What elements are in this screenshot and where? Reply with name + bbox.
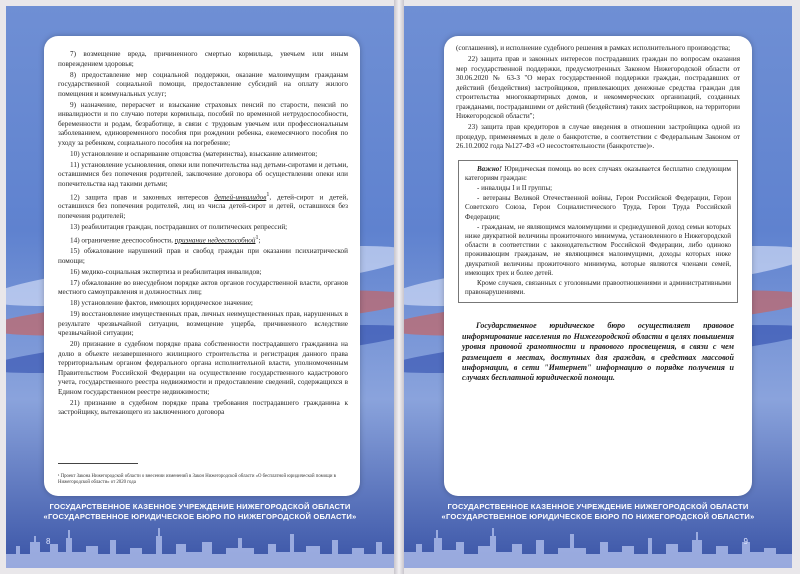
page-number: 8 (46, 537, 51, 546)
paragraph: 17) обжалование во внесудебном порядке актов органов государственной власти, органов местного самоуправления и должностных лиц; (58, 278, 348, 297)
incapacity-term: признание недееспособной (174, 236, 256, 245)
paragraph: 13) реабилитация граждан, пострадавших от политических репрессий; (70, 222, 288, 231)
institution-banner (404, 502, 792, 521)
center-fold (394, 0, 404, 574)
list-item: - инвалиды I и II группы; (477, 183, 553, 192)
paragraph: 20) признание в судебном порядке права собственности пострадавшего гражданина на долю в объекте незавершенного жилищного строительства и регистрация данного права территориальным органом федерального органа исполнительной власти, уполномоченным Правительством Российской Федерации на осуществление государственного кадастрового учета, государственного реестра недвижимости и предоставление сведений, содержащихся в Едином государственном реестре недвижимости; (58, 340, 348, 396)
paragraph: 18) установление фактов, имеющих юридическое значение; (70, 299, 253, 308)
paragraph: 7) возмещение вреда, причиненного смертью кормильца, увечьем или иным повреждением здоровья; (58, 50, 348, 68)
left-text-body (44, 36, 360, 418)
left-text-card (44, 36, 360, 496)
banner-line-2: «ГОСУДАРСТВЕННОЕ ЮРИДИЧЕСКОЕ БЮРО ПО НИЖЕГОРОДСКОЙ ОБЛАСТИ» (441, 511, 755, 521)
paragraph: 15) обжалование нарушений прав и свобод граждан при оказании психиатрической помощи; (58, 247, 348, 265)
important-intro: Важно! Юридическая помощь во всех случаях оказывается бесплатно следующим категориям граждан: (465, 164, 731, 182)
paragraph: 23) защита прав кредиторов в случае введения в отношении застройщика одной из процедур, применяемых в деле о банкротстве, в соответствии с Федеральным Законом от 26.10.2002 года №127-ФЗ «О несостоятельности (банкротстве)». (456, 123, 740, 150)
city-skyline-icon (6, 524, 394, 568)
paragraph-14: 14) ограничение дееспособности, признание недееспособной$^1$; (70, 234, 261, 245)
footnote-divider (58, 463, 138, 464)
important-label: Важно! (477, 164, 502, 173)
list-item: - ветераны Великой Отечественной войны, Герои Российской Федерации, Герои Советского Союза, Герои Социалистического Труда, Герои Труда Российской Федерации; (465, 194, 731, 221)
right-page (404, 6, 792, 568)
paragraph: 16) медико-социальная экспертиза и реабилитация инвалидов; (70, 267, 262, 276)
banner-line-2: «ГОСУДАРСТВЕННОЕ ЮРИДИЧЕСКОЕ БЮРО ПО НИЖЕГОРОДСКОЙ ОБЛАСТИ» (43, 511, 357, 521)
institution-banner (6, 502, 394, 521)
right-text-card (444, 36, 752, 496)
banner-line-1: ГОСУДАРСТВЕННОЕ КАЗЕННОЕ УЧРЕЖДЕНИЕ НИЖЕГОРОДСКОЙ ОБЛАСТИ (49, 502, 351, 511)
right-text-body (444, 36, 752, 384)
paragraph: 9) назначение, перерасчет и взыскание страховых пенсий по старости, пенсий по инвалидности и по случаю потери кормильца, пособий по временной нетрудоспособности, беременности и родам, безработице, в связи с трудовым увечьем или профессиональным заболеванием, единовременного пособия при рождении ребенка, ежемесячного пособия по уходу за ребенком, социального пособия на погребение; (58, 100, 348, 147)
exception-note: Кроме случаев, связанных с уголовными правоотношениями и административными правонарушениями. (465, 278, 731, 297)
banner-line-1: ГОСУДАРСТВЕННОЕ КАЗЕННОЕ УЧРЕЖДЕНИЕ НИЖЕГОРОДСКОЙ ОБЛАСТИ (447, 502, 749, 511)
paragraph-12: 12) защита прав и законных интересов детей-инвалидов$^1$, детей-сирот и детей, оставшихся без попечения родителей, лиц из числа детей-сирот и детей, оставшихся без попечения родителей; (58, 191, 349, 220)
paragraph: (соглашения), и исполнение судебного решения в рамках исполнительного производства; (456, 44, 731, 52)
disabled-children-term: детей-инвалидов (214, 192, 267, 201)
list-item: - гражданам, не являющимся малоимущими и среднедушевой доход семьи которых ниже двукратной величины прожиточного минимума, установленного в Нижегородской области в соответствии с законодательством Российской Федерации, либо одиноко проживающим гражданам, не являющимся малоимущими, доходы которых ниже двукратной величины прожиточного минимума, которые являются членами семей, имеющих трех и более детей. (465, 222, 731, 277)
left-page (6, 6, 394, 568)
bureau-information-note: Государственное юридическое бюро осуществляет правовое информирование населения по Нижегородской области в целях повышения уровня правовой грамотности и правового просвещения, в связи с чем размещает в местах, доступных для граждан, в средствах массовой информации, в сети "Интернет" информацию о порядке получения и случаях бесплатной юридической помощи. (462, 321, 734, 383)
paragraph: 11) установление усыновления, опеки или попечительства над детьми-сиротами и детьми, оставшимися без попечения родителей, заключение договора об осуществлении опеки или попечительства над такими детьми; (58, 160, 348, 188)
city-skyline-icon (404, 524, 792, 568)
paragraph: 21) признание в судебном порядке права требования пострадавшего гражданина к застройщику, вытекающего из заключенного договора (58, 398, 348, 417)
paragraph: 22) защита прав и законных интересов пострадавших граждан по вопросам оказания мер государственной поддержки, предусмотренных Законом Нижегородской области от 30.06.2020 № 63-З "О мерах государственной поддержки граждан, пострадавших от действий (бездействия) застройщиков, привлекающих денежные средства граждан для строительства многоквартирных домов, и некоммерческих организаций, созданных гражданами, пострадавшими от действий (бездействия) таких застройщиков, на территории Нижегородской области"; (456, 55, 740, 120)
page-number: 9 (743, 537, 748, 546)
footnote: ¹ Проект Закона Нижегородской области о внесении изменений в Закон Нижегородской области «О бесплатной юридической помощи в Нижегородской области» от 2020 года (58, 474, 336, 485)
paragraph: 8) предоставление мер социальной поддержки, оказание малоимущим гражданам государственной социальной помощи, предоставление субсидий на оплату жилого помещения и коммунальных услуг; (58, 70, 348, 98)
paragraph: 10) установление и оспаривание отцовства (материнства), взыскание алиментов; (70, 149, 318, 158)
important-notice-box (458, 160, 738, 304)
paragraph: 19) восстановление имущественных прав, личных неимущественных прав, нарушенных в результате чрезвычайной ситуации, возмещение ущерба, причиненного вследствие чрезвычайной ситуации; (58, 310, 348, 338)
